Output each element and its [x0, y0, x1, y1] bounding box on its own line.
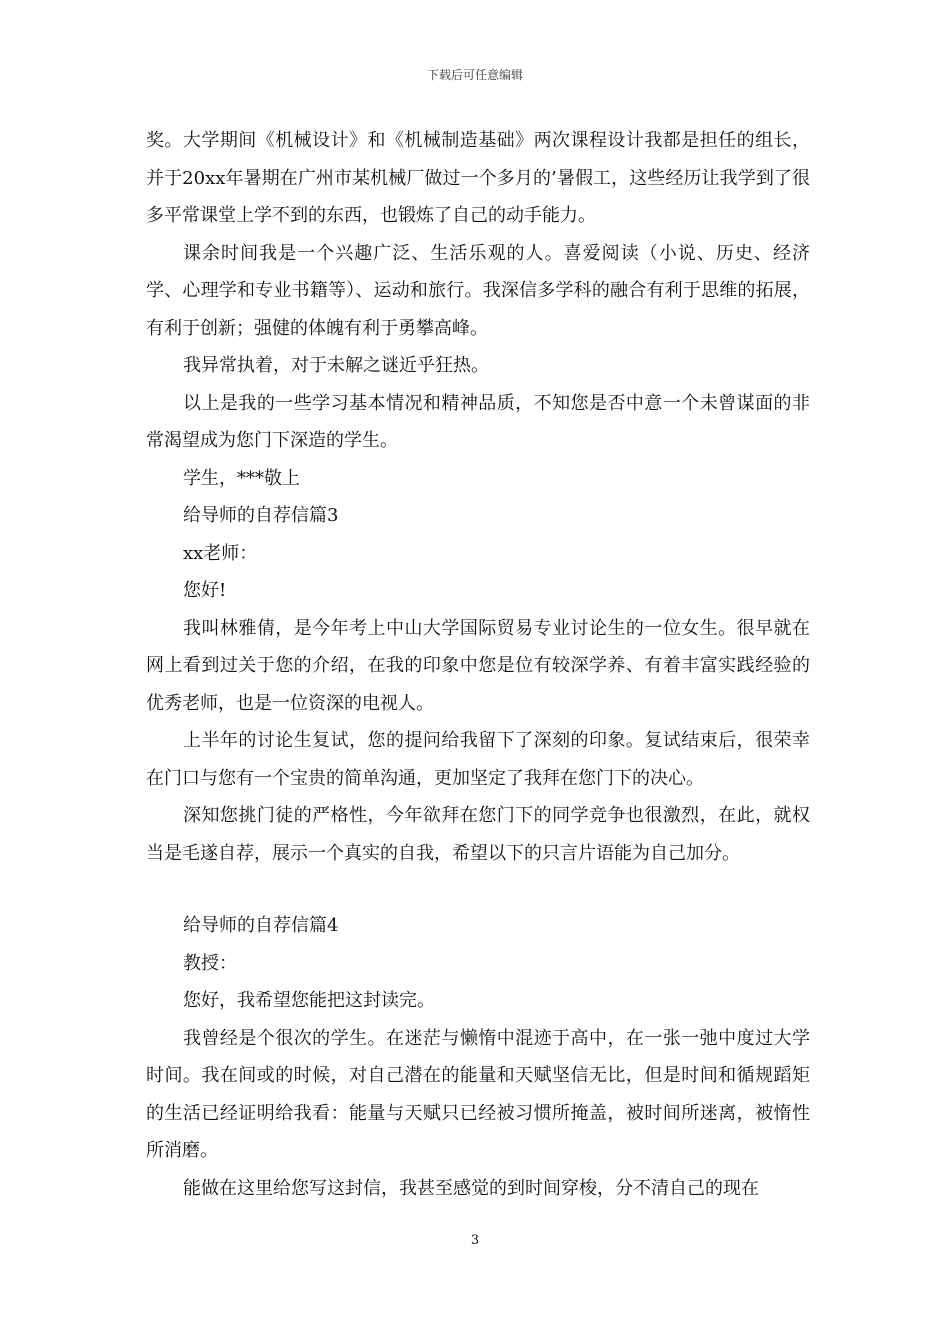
page-header: 下载后可任意编辑	[426, 68, 523, 82]
page-number: 3	[470, 1233, 480, 1248]
salutation: 教授：	[183, 952, 237, 974]
signature-line: 学生，***敬上	[183, 467, 300, 489]
document-body	[146, 122, 810, 1207]
section-title: 给导师的自荐信篇4	[183, 915, 339, 936]
greeting: 您好，我希望您能把这封读完。	[183, 990, 435, 1011]
paragraph: 奖。大学期间《机械设计》和《机械制造基础》两次课程设计我都是担任的组长，并于20xx年暑期在广州市某机械厂做过一个多月的’暑假工，这些经历让我学到了很多平常课堂上学不到的东西，也锻炼了自己的动手能力。	[146, 130, 810, 226]
salutation: xx老师：	[183, 542, 258, 564]
paragraph: 我叫林雅倩，是今年考上中山大学国际贸易专业讨论生的一位女生。很早就在网上看到过关于您的介绍，在我的印象中您是位有较深学养、有着丰富实践经验的优秀老师，也是一位资深的电视人。	[146, 617, 810, 714]
paragraph: 课余时间我是一个兴趣广泛、生活乐观的人。喜爱阅读（小说、历史、经济学、心理学和专业书籍等）、运动和旅行。我深信多学科的融合有利于思维的拓展，有利于创新；强健的体魄有利于勇攀高峰。	[146, 242, 810, 339]
paragraph: 我曾经是个很次的学生。在迷茫与懒惰中混迹于高中，在一张一弛中度过大学时间。我在间或的时候，对自己潜在的能量和天赋坚信无比，但是时间和循规蹈矩的生活已经证明给我看：能量与天赋只已经被习惯所掩盖，被时间所迷离，被惰性所消磨。	[146, 1027, 810, 1161]
paragraph: 我异常执着，对于未解之谜近乎狂热。	[183, 355, 489, 376]
paragraph: 以上是我的一些学习基本情况和精神品质，不知您是否中意一个未曾谋面的非常渴望成为您门下深造的学生。	[146, 392, 810, 451]
paragraph: 深知您挑门徒的严格性，今年欲拜在您门下的同学竞争也很激烈，在此，就权当是毛遂自荐，展示一个真实的自我，希望以下的只言片语能为自己加分。	[146, 805, 810, 864]
greeting: 您好!	[183, 580, 227, 601]
blank-line	[146, 872, 810, 907]
paragraph: 能做在这里给您写这封信，我甚至感觉的到时间穿梭，分不清自己的现在	[183, 1177, 759, 1199]
section-title: 给导师的自荐信篇3	[183, 505, 339, 526]
paragraph: 上半年的讨论生复试，您的提问给我留下了深刻的印象。复试结束后，很荣幸在门口与您有一个宝贵的简单沟通，更加坚定了我拜在您门下的决心。	[146, 730, 810, 789]
